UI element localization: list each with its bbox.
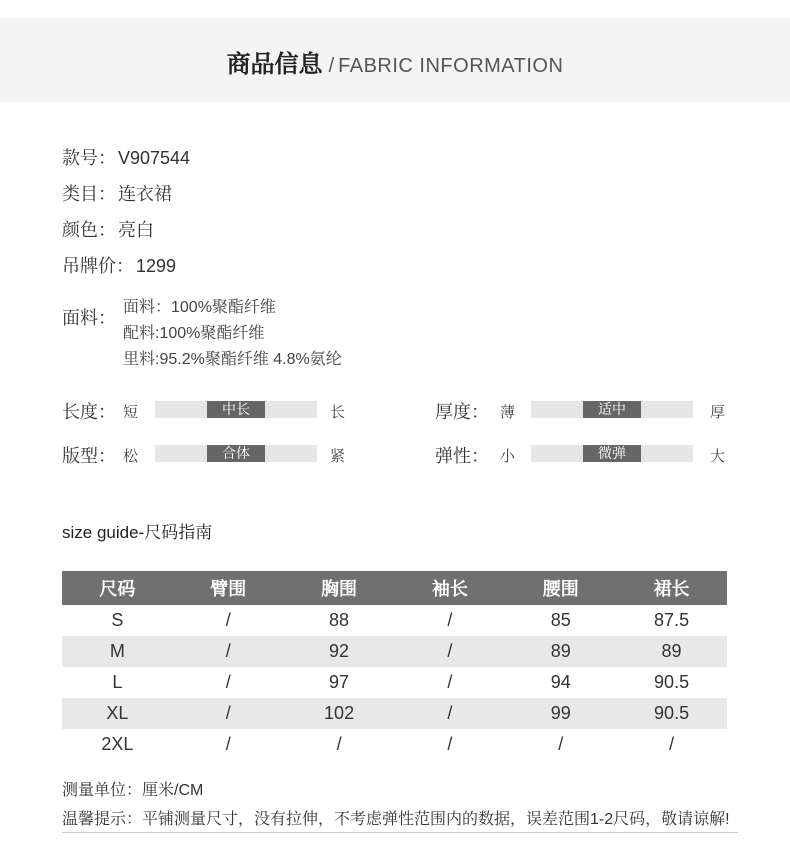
category-label: 类目： [62,184,116,204]
fabric-main-line: 面料：100%聚酯纤维 [123,299,276,316]
header-banner [0,18,790,102]
thickness-scale-marker: 适中 [583,401,641,418]
cell-size: 2XL [101,734,134,754]
cell-bust: 88 [329,610,350,630]
category-row [62,180,172,206]
cell-arm: / [225,610,231,630]
cell-size: L [112,672,123,692]
length-scale-max: 长 [330,404,346,421]
thickness-scale-min: 薄 [500,404,516,421]
cell-bust: 97 [329,672,350,692]
cell-arm: / [225,672,231,692]
elasticity-scale-label: 弹性： [435,446,489,466]
style-number-value: V907544 [118,148,191,168]
table-row [62,636,727,667]
length-scale-bar [155,401,317,418]
cell-skirt-length: / [669,734,675,754]
color-value: 亮白 [118,220,154,240]
cell-bust: 102 [284,698,395,729]
length-scale-marker: 中长 [207,401,265,418]
table-row [62,698,727,729]
fit-scale-min: 松 [123,448,139,465]
fit-scale-label: 版型： [62,446,116,466]
table-row [62,605,727,636]
cell-sleeve: / [447,672,453,692]
cell-bust: / [336,734,342,754]
elasticity-scale-min: 小 [500,448,516,465]
elasticity-scale-marker: 微弹 [583,445,641,462]
style-number-row [62,144,190,170]
fabric-trim-line: 配料:100%聚酯纤维 [123,325,265,342]
cell-bust: 92 [284,636,395,667]
header-skirt-length: 裙长 [616,571,727,605]
cell-size: S [111,610,124,630]
style-number-label: 款号： [62,148,116,168]
color-label: 颜色： [62,220,116,240]
cell-sleeve: / [447,734,453,754]
bottom-divider [62,832,738,833]
color-row [62,216,154,242]
length-scale-min: 短 [123,404,139,421]
header-bust: 胸围 [284,571,395,605]
header-title-cn: 商品信息 [226,51,323,78]
cell-skirt-length: 90.5 [654,672,690,692]
thickness-scale-label: 厚度： [435,402,489,422]
tag-price-value: 1299 [136,256,177,276]
cell-sleeve: / [394,636,505,667]
cell-skirt-length: 87.5 [654,610,690,630]
table-row [62,729,727,760]
cell-waist: 89 [505,636,616,667]
tag-price-label: 吊牌价： [62,256,134,276]
tag-price-row [62,252,176,278]
size-table [62,571,727,760]
header-title-en: FABRIC INFORMATION [338,55,564,77]
cell-sleeve: / [394,698,505,729]
size-guide-title: size guide-尺码指南 [62,523,213,542]
cell-waist: 85 [550,610,571,630]
header-separator: / [328,55,335,77]
header-size: 尺码 [62,571,173,605]
thickness-scale-bar [531,401,693,418]
cell-arm: / [173,698,284,729]
cell-waist: 99 [505,698,616,729]
fit-scale-marker: 合体 [207,445,265,462]
header-sleeve: 袖长 [394,571,505,605]
elasticity-scale-max: 大 [710,448,726,465]
cell-skirt-length: 89 [616,636,727,667]
cell-waist: / [558,734,564,754]
size-table-header-row [62,571,727,605]
cell-sleeve: / [447,610,453,630]
fabric-label: 面料： [62,308,116,328]
fabric-lining-line: 里料:95.2%聚酯纤维 4.8%氨纶 [123,351,342,368]
header-arm: 臂围 [173,571,284,605]
cell-size: M [62,636,173,667]
cell-arm: / [225,734,231,754]
table-row [62,667,727,698]
header-title [0,44,790,79]
elasticity-scale-bar [531,445,693,462]
cell-waist: 94 [550,672,571,692]
measurement-tip-note: 温馨提示：平铺测量尺寸，没有拉伸，不考虑弹性范围内的数据，误差范围1-2尺码，敬请谅解! [62,811,730,828]
cell-size: XL [62,698,173,729]
measurement-unit-note: 测量单位：厘米/CM [62,782,204,799]
header-waist: 腰围 [505,571,616,605]
thickness-scale-max: 厚 [710,404,726,421]
cell-arm: / [173,636,284,667]
fit-scale-max: 紧 [330,448,346,465]
length-scale-label: 长度： [62,402,116,422]
category-value: 连衣裙 [118,184,172,204]
fit-scale-bar [155,445,317,462]
cell-skirt-length: 90.5 [616,698,727,729]
